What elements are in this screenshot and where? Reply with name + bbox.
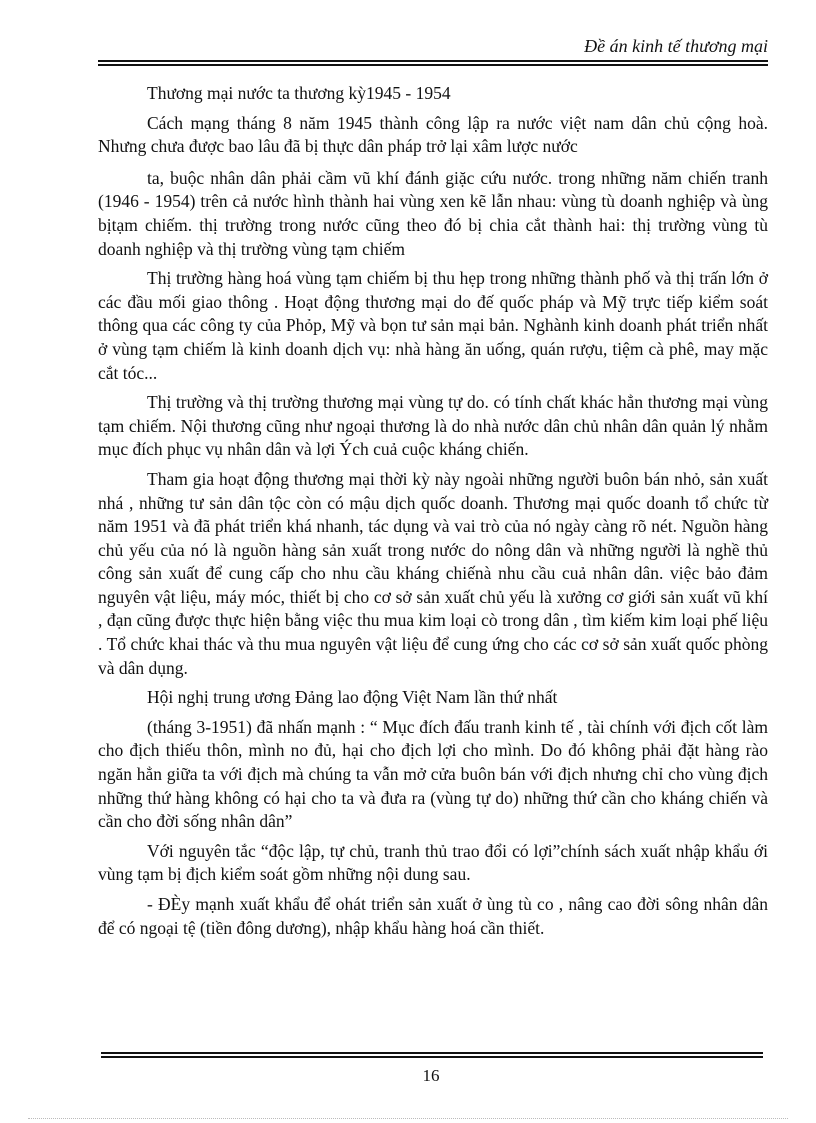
paragraph: ta, buộc nhân dân phải cầm vũ khí đánh giặc cứu nước. trong những năm chiến tranh (1946 - 1954) trên cả nước hình thành hai vùng xen kẽ lẫn nhau: vùng tù doanh nghiệp và ùng bịtạm chiếm. thị trường trong nước cũng theo đó bị chia cắt thành hai: thị trường vùng tù doanh nghiệp và thị trường vùng tạm chiếm xyxy=(98,167,768,259)
paragraph: Hội nghị trung ương Đảng lao động Việt Nam lần thứ nhất xyxy=(147,687,558,708)
header-rule-upper xyxy=(98,60,768,62)
page-edge-divider xyxy=(28,1118,788,1119)
footer-rule-lower xyxy=(101,1056,763,1058)
paragraph: - ĐÈy mạnh xuất khẩu để ohát triển sản xuất ở ùng tù co , nâng cao đời sông nhân dân để có ngoại tệ (tiền đông dương), nhập khẩu hàng hoá cần thiết. xyxy=(98,894,768,938)
header-title: Đề án kinh tế thương mại xyxy=(584,36,768,56)
footer-rule-upper xyxy=(101,1052,763,1054)
paragraph: Với nguyên tắc “độc lập, tự chủ, tranh thủ trao đổi có lợi”chính sách xuất nhập khẩu ới vùng tạm bị địch kiểm soát gồm những nội dung sau. xyxy=(98,840,768,885)
body-text xyxy=(98,82,768,946)
header-rule-lower xyxy=(98,64,768,66)
page-number: 16 xyxy=(422,1066,440,1085)
section-heading: Thương mại nước ta thương kỳ1945 - 1954 xyxy=(147,83,451,103)
paragraph: Cách mạng tháng 8 năm 1945 thành công lập ra nước việt nam dân chủ cộng hoà. Nhưng chưa được bao lâu đã bị thực dân pháp trở lại xâm lược nước xyxy=(98,112,768,157)
paragraph: (tháng 3-1951) đã nhấn mạnh : “ Mục đích đấu tranh kinh tế , tài chính với địch cốt làm cho địch thiếu thôn, mình no đủ, hại cho địch lợi cho mình. Do đó không phải đặt hàng rào ngăn hẳn giữa ta với địch mà chúng ta vẫn mở cửa buôn bán với địch nhưng chỉ cho vùng địch những thứ hàng không có hại cho ta và đưa ra (vùng tự do) những thứ cần cho kháng chiến và cần cho đời sống nhân dân” xyxy=(98,716,768,832)
paragraph: Thị trường và thị trường thương mại vùng tự do. có tính chất khác hẳn thương mại vùng tạm chiếm. Nội thương cũng như ngoại thương là do nhà nước dân chủ nhân dân quản lý nhằm mục đích phục vụ nhân dân và lợi Ých cuả cuộc kháng chiến. xyxy=(98,392,768,460)
paragraph: Tham gia hoạt động thương mại thời kỳ này ngoài những người buôn bán nhỏ, sản xuất nhá , những tư sản dân tộc còn có mậu dịch quốc doanh. Thương mại quốc doanh tổ chức từ năm 1951 và đã phát triển khá nhanh, tác dụng và vai trò của nó ngày càng rõ nét. Nguồn hàng chủ yếu của nó là nguồn hàng sản xuất trong nước do nông dân và những người là nghề thủ công sản xuất để cung cấp cho nhu cầu kháng chiếnà nhu cầu cuả nhân dân. việc bảo đảm nguyên vật liệu, máy móc, thiết bị cho cơ sở sản xuất chủ yếu là xưởng cơ giới sản xuất vũ khí , đạn cũng được thực hiện bằng việc thu mua kim loại cò trong dân , tìm kiếm kim loại phế liệu . Tổ chức khai thác và thu mua nguyên vật liệu để cung ứng cho các cơ sở sản xuất quốc phòng và dân dụng. xyxy=(98,468,768,678)
paragraph: Thị trường hàng hoá vùng tạm chiếm bị thu hẹp trong những thành phố và thị trấn lớn ở các đầu mối giao thông . Hoạt động thương mại do đế quốc pháp và Mỹ trực tiếp kiểm soát thông qua các công ty của Phỏp, Mỹ và bọn tư sản mại bản. Nghành kinh doanh phát triển nhất ở vùng tạm chiếm là kinh doanh dịch vụ: nhà hàng ăn uống, quán rượu, tiệm cà phê, may mặc cắt tóc... xyxy=(98,268,768,383)
